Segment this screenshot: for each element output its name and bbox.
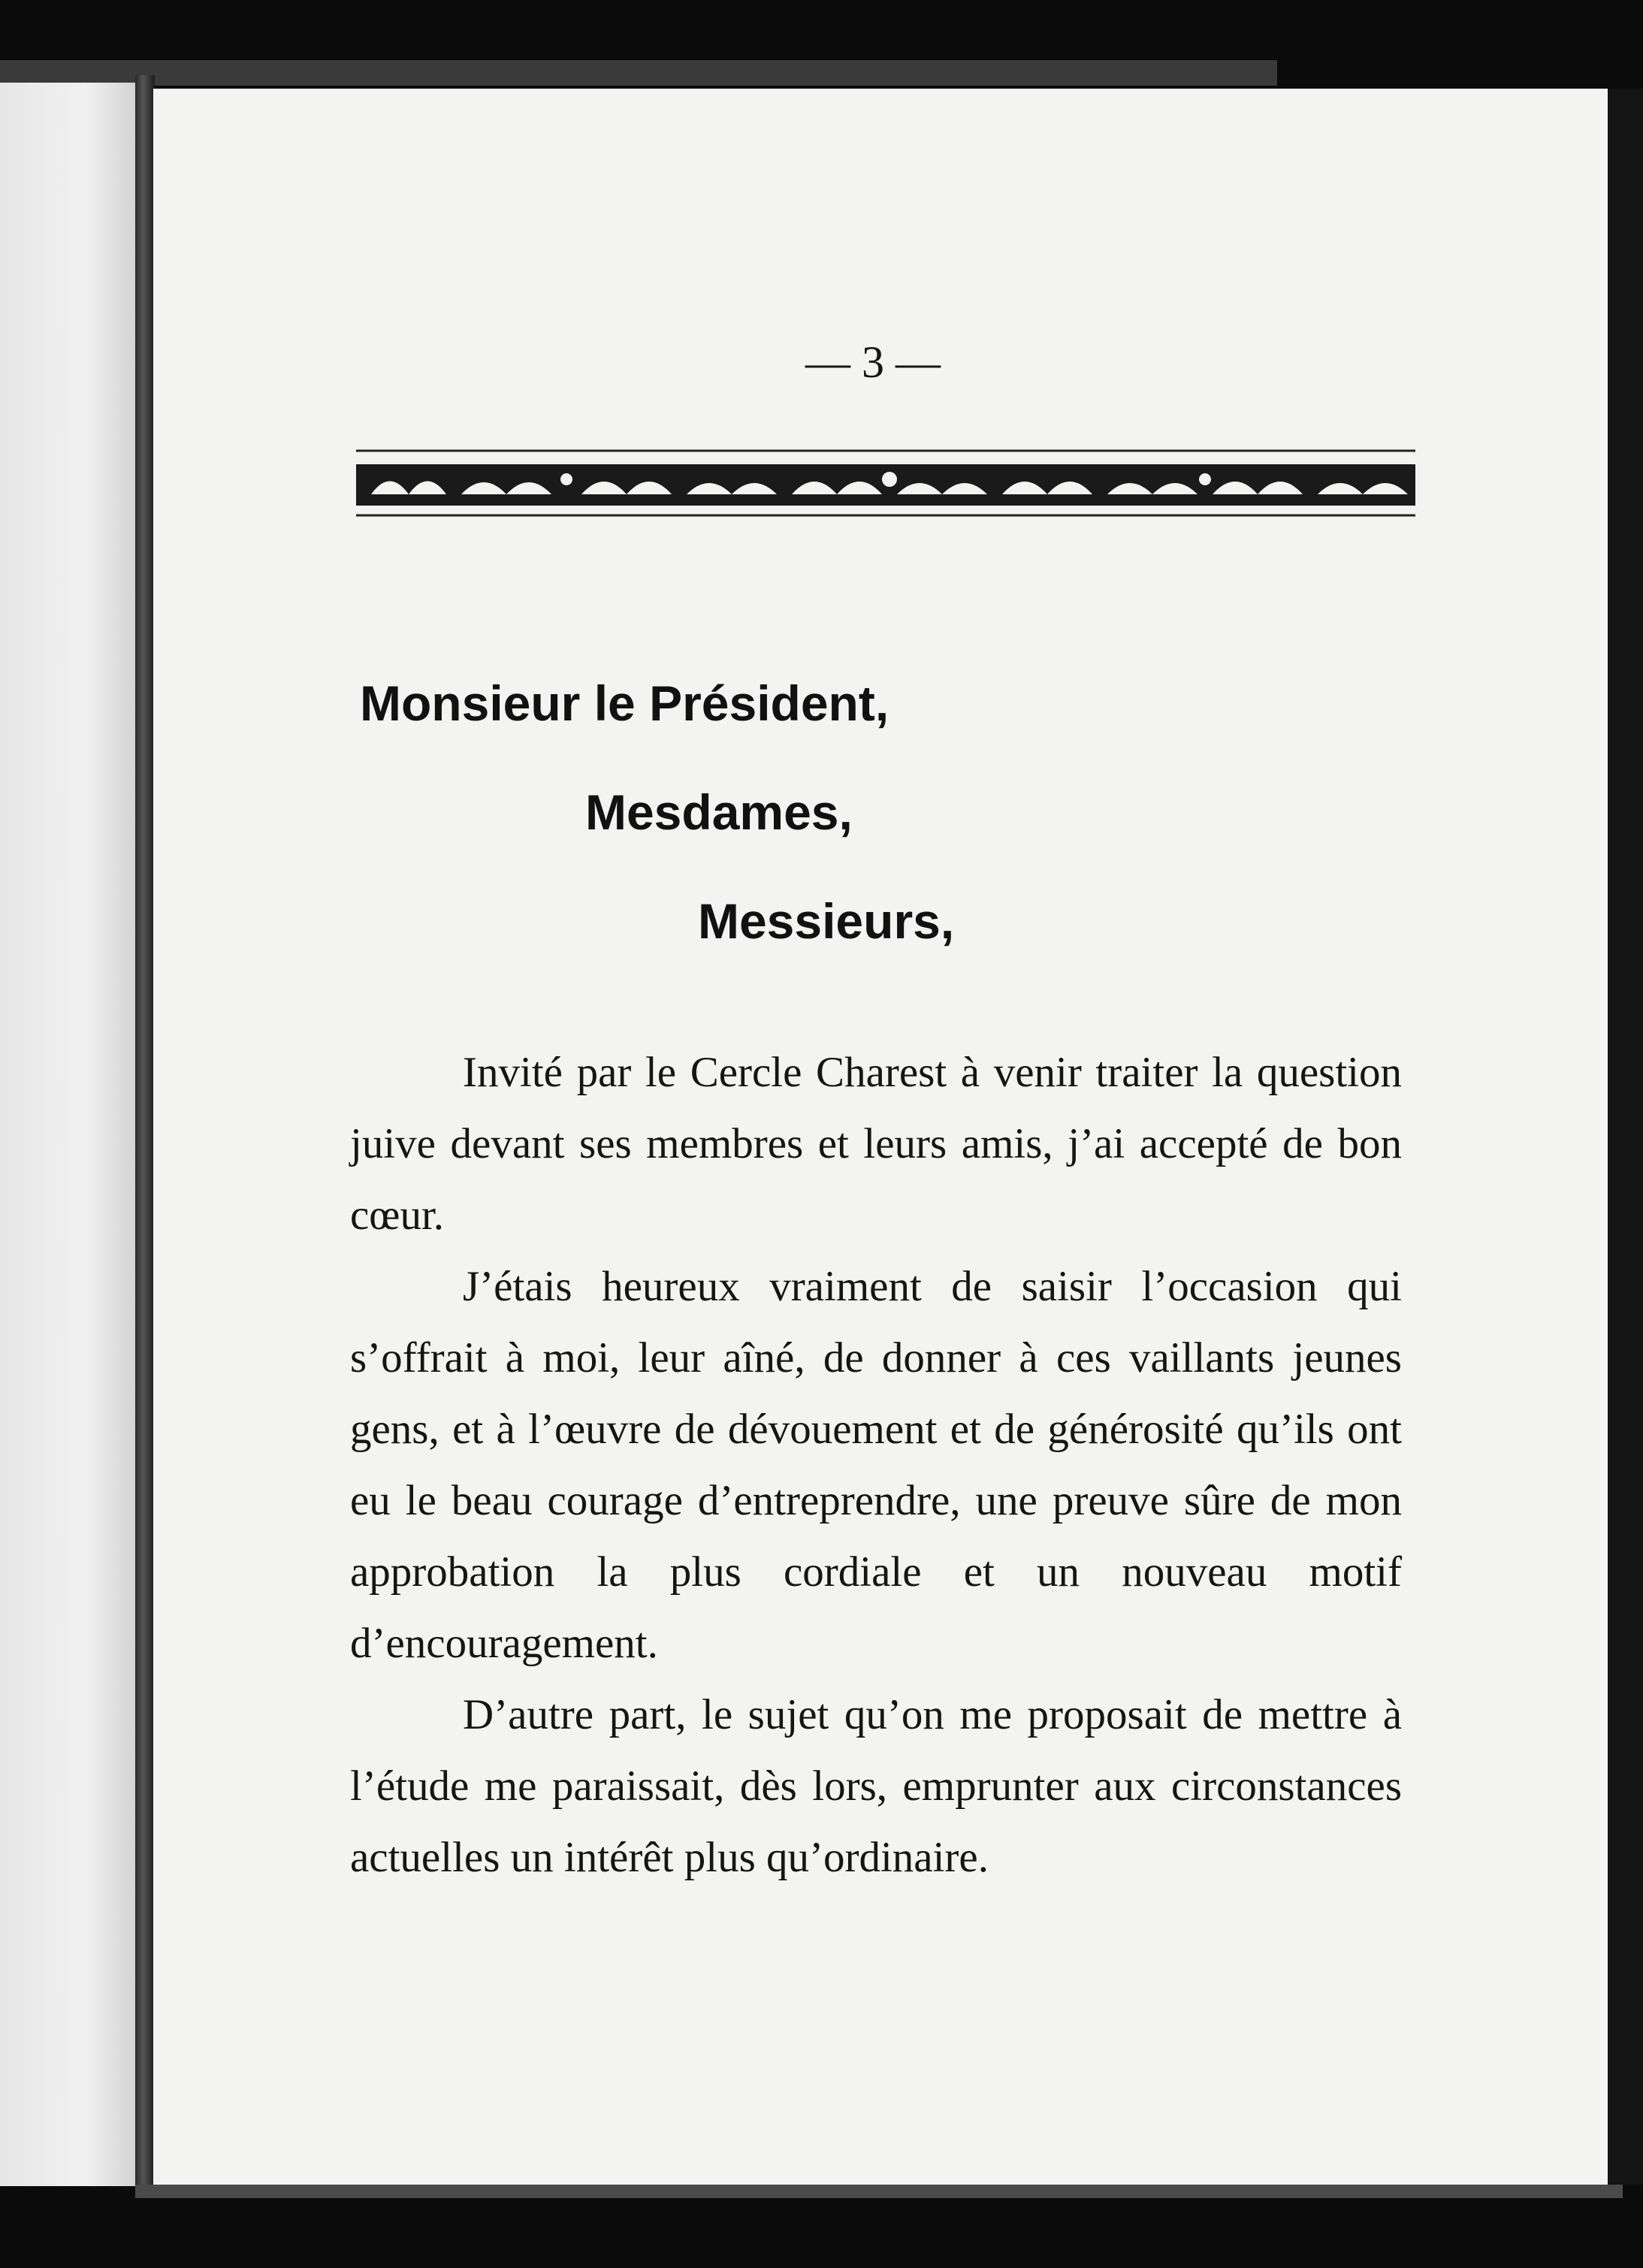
paragraph: D’autre part, le sujet qu’on me proposait de mettre à l’étude me paraissait, dès lors, emprunter aux circonstances actuelles un intérêt plus qu’ordinaire.	[350, 1691, 1402, 1881]
page	[153, 89, 1608, 2185]
paragraph: J’étais heureux vraiment de saisir l’occasion qui s’offrait à moi, leur aîné, de donner à ces vaillants jeunes gens, et à l’œuvre de dévouement et de générosité qu’ils ont eu le beau courage d’entreprendre, une preuve sûre de mon approbation la plus cordiale et un nouveau motif d’encouragement.	[350, 1263, 1402, 1667]
book-bottom-edge	[135, 2185, 1623, 2198]
salutation-president: Monsieur le Président,	[360, 675, 889, 731]
paragraph: Invité par le Cercle Charest à venir traiter la question juive devant ses membres et leurs amis, j’ai accepté de bon cœur.	[350, 1049, 1402, 1239]
book-top-edge	[0, 60, 1277, 86]
salutation-messieurs: Messieurs,	[698, 893, 955, 949]
salutation-mesdames: Mesdames,	[585, 784, 853, 840]
body-text	[350, 1037, 1402, 1893]
page-number: — 3 —	[805, 337, 941, 387]
book-spine	[135, 75, 155, 2194]
scan-border-right	[1608, 89, 1643, 2185]
decorative-ornament-band	[356, 442, 1415, 524]
facing-page	[0, 83, 143, 2186]
